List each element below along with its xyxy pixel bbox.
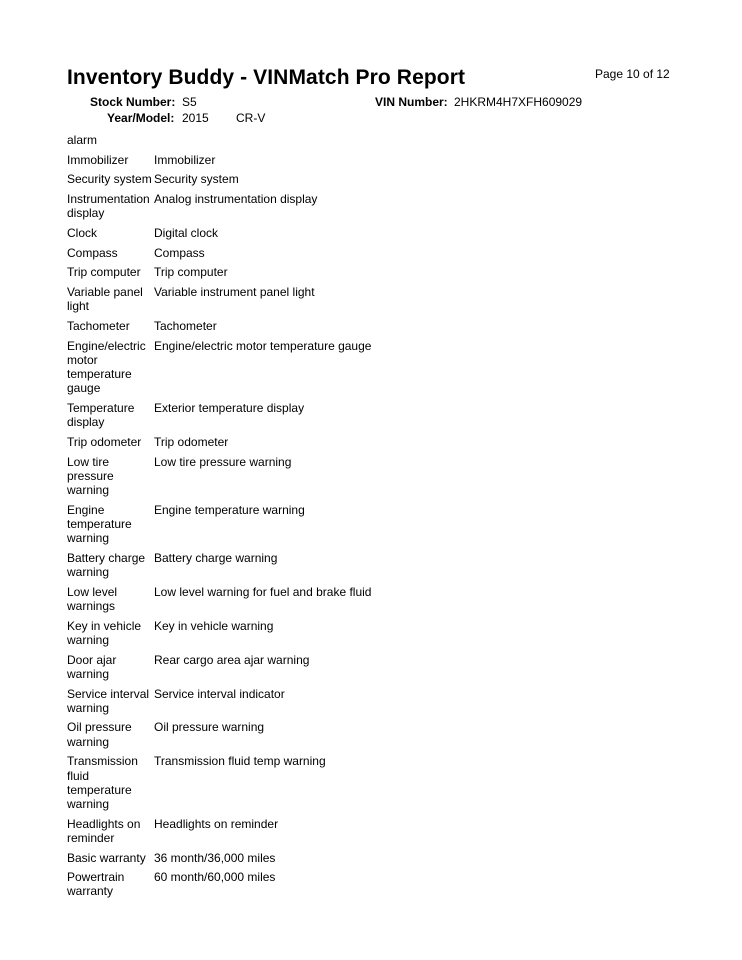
row-label: alarm (67, 133, 98, 147)
table-row (67, 585, 507, 613)
row-value: Variable instrument panel light (154, 285, 315, 300)
table-row (67, 192, 507, 220)
row-label: Basic warranty (67, 850, 146, 865)
row-label: Trip computer (67, 265, 141, 280)
row-label: Door ajar warning (67, 652, 117, 681)
row-label: Variable panel light (67, 285, 143, 314)
row-label: Headlights on reminder (67, 816, 141, 845)
vin-label: VIN Number: (375, 95, 448, 109)
row-value: 36 month/36,000 miles (154, 850, 276, 865)
row-value: 60 month/60,000 miles (154, 870, 276, 885)
table-row (67, 851, 507, 865)
row-label: Service interval warning (67, 686, 150, 715)
table-row (67, 172, 507, 186)
table-row (67, 226, 507, 240)
row-label: Transmission fluid temperature warning (67, 754, 138, 811)
row-value: Tachometer (154, 319, 217, 334)
row-label: Compass (67, 245, 118, 260)
row-label: Engine temperature warning (67, 502, 132, 546)
row-label: Trip odometer (67, 434, 142, 449)
row-value: Security system (154, 172, 239, 187)
year-value: 2015 (182, 111, 209, 125)
row-label: Battery charge warning (67, 550, 146, 580)
page-number: Page 10 of 12 (595, 67, 670, 81)
row-label: Instrumentation display (67, 192, 150, 221)
table-row (67, 285, 507, 313)
row-value: Analog instrumentation display (154, 192, 318, 207)
row-label: Engine/electric motor temperature gauge (67, 338, 146, 396)
row-value: Exterior temperature display (154, 401, 305, 416)
table-row (67, 653, 507, 681)
row-label: Oil pressure warning (67, 720, 132, 749)
table-row (67, 551, 507, 579)
model-value: CR-V (236, 111, 266, 125)
row-value: Trip computer (154, 265, 228, 280)
table-row (67, 503, 507, 546)
row-value: Low tire pressure warning (154, 454, 292, 469)
row-label: Low level warnings (67, 584, 118, 613)
table-row (67, 720, 507, 748)
row-value: Engine/electric motor temperature gauge (154, 338, 372, 353)
table-row (67, 870, 507, 898)
row-label: Key in vehicle warning (67, 618, 142, 647)
row-value: Immobilizer (154, 152, 216, 167)
table-row (67, 754, 507, 811)
row-label: Clock (67, 226, 98, 241)
table-row (67, 455, 507, 498)
row-value: Oil pressure warning (154, 720, 265, 735)
table-row (67, 153, 507, 167)
row-label: Tachometer (67, 319, 130, 334)
stock-number-value: S5 (182, 95, 197, 109)
row-value: Trip odometer (154, 434, 229, 449)
row-value: Digital clock (154, 226, 219, 241)
row-value: Battery charge warning (154, 550, 278, 565)
table-row (67, 246, 507, 260)
row-value: Transmission fluid temp warning (154, 754, 326, 769)
row-value: Compass (154, 245, 205, 260)
table-row (67, 265, 507, 279)
table-row (67, 133, 507, 147)
table-row (67, 817, 507, 845)
row-value: Headlights on reminder (154, 816, 279, 831)
row-label: Immobilizer (67, 152, 129, 167)
row-label: Security system (67, 172, 152, 187)
table-row (67, 339, 507, 396)
table-row (67, 319, 507, 333)
stock-number-label: Stock Number: (90, 95, 176, 109)
table-row (67, 687, 507, 715)
row-value: Key in vehicle warning (154, 618, 274, 633)
row-label: Powertrain warranty (67, 870, 125, 899)
row-value: Rear cargo area ajar warning (154, 652, 310, 667)
row-label: Low tire pressure warning (67, 454, 114, 498)
table-row (67, 435, 507, 449)
table-row (67, 401, 507, 429)
row-label: Temperature display (67, 401, 135, 430)
row-value: Engine temperature warning (154, 502, 305, 517)
row-value: Low level warning for fuel and brake fluid (154, 584, 372, 599)
vin-value: 2HKRM4H7XFH609029 (454, 95, 583, 109)
report-title: Inventory Buddy - VINMatch Pro Report (67, 66, 466, 89)
year-model-label: Year/Model: (107, 111, 175, 125)
table-row (67, 619, 507, 647)
spec-table (67, 133, 507, 904)
row-value: Service interval indicator (154, 686, 285, 701)
row-value (154, 133, 507, 147)
